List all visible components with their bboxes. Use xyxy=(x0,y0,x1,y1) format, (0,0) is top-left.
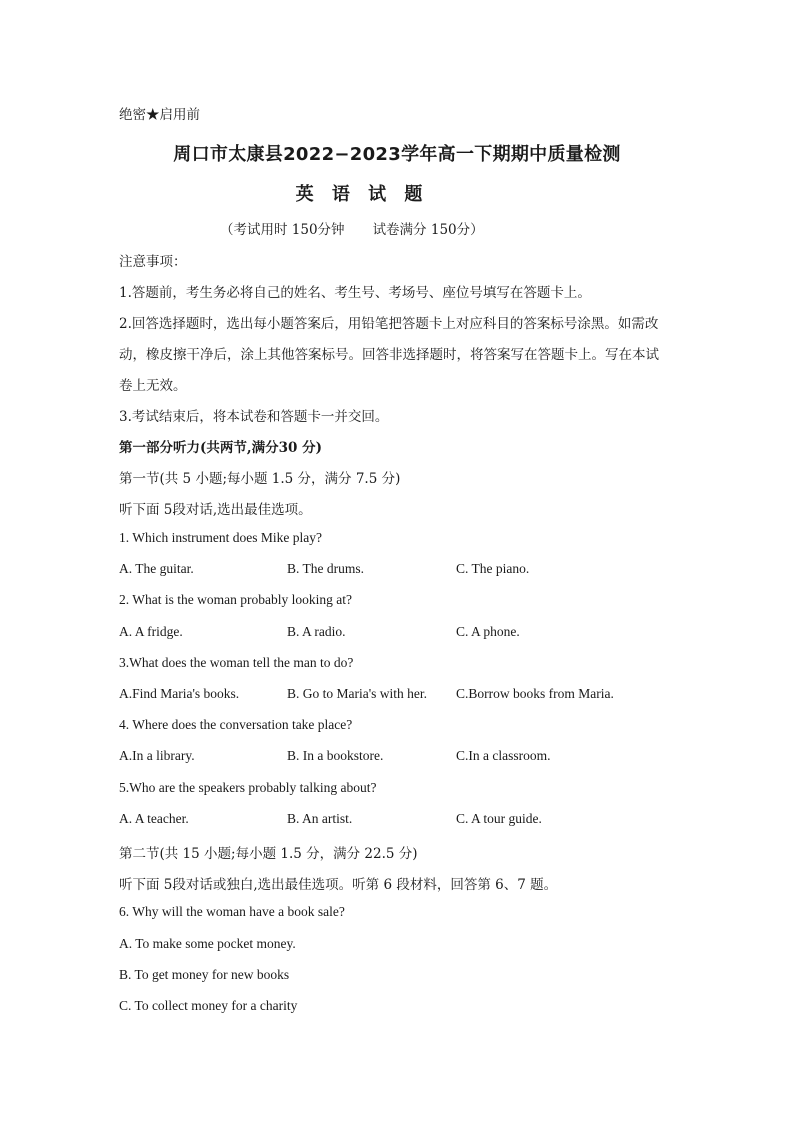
confidential-label: 绝密★启用前 xyxy=(119,107,200,123)
question-4-option-a: A.In a library. xyxy=(119,748,195,763)
question-2-stem: 2. What is the woman probably looking at? xyxy=(119,592,352,607)
full-score: 试卷满分 150分） xyxy=(372,222,484,238)
note-item-1: 1.答题前，考生务必将自己的姓名、考生号、考场号、座位号填写在答题卡上。 xyxy=(119,285,591,301)
note-item-2-line-3: 卷上无效。 xyxy=(119,378,187,394)
question-5-option-c: C. A tour guide. xyxy=(456,811,542,826)
question-2-option-c: C. A phone. xyxy=(456,624,520,639)
question-4-option-c: C.In a classroom. xyxy=(456,748,551,763)
question-5-option-a: A. A teacher. xyxy=(119,811,189,826)
question-6-option-c: C. To collect money for a charity xyxy=(119,998,298,1013)
note-item-2-line-2: 动，橡皮擦干净后，涂上其他答案标号。回答非选择题时，将答案写在答题卡上。写在本试 xyxy=(119,347,659,363)
question-4-option-b: B. In a bookstore. xyxy=(287,748,384,763)
exam-info xyxy=(220,218,484,238)
section2-heading: 第二节(共 15 小题;每小题 1.5 分，满分 22.5 分) xyxy=(119,846,418,862)
part1-heading: 第一部分听力(共两节,满分30 分) xyxy=(119,440,322,456)
exam-time: （考试用时 150分钟 xyxy=(220,222,345,238)
question-6-option-a: A. To make some pocket money. xyxy=(119,936,296,951)
section1-heading: 第一节(共 5 小题;每小题 1.5 分，满分 7.5 分) xyxy=(119,471,401,487)
question-4-stem: 4. Where does the conversation take place? xyxy=(119,717,353,732)
note-item-3: 3.考试结束后，将本试卷和答题卡一并交回。 xyxy=(119,409,389,425)
question-6-stem: 6. Why will the woman have a book sale? xyxy=(119,904,345,919)
question-1-option-c: C. The piano. xyxy=(456,561,530,576)
note-item-2-line-1: 2.回答选择题时，选出每小题答案后，用铅笔把答题卡上对应科目的答案标号涂黑。如需改 xyxy=(119,316,659,332)
question-6-option-b: B. To get money for new books xyxy=(119,967,290,982)
question-3-option-c: C.Borrow books from Maria. xyxy=(456,686,614,701)
question-5-option-b: B. An artist. xyxy=(287,811,353,826)
section2-instruction: 听下面 5段对话或独白,选出最佳选项。听第 6 段材料，回答第 6、7 题。 xyxy=(119,877,558,893)
exam-title: 周口市太康县2022−2023学年高一下期期中质量检测 xyxy=(173,144,621,165)
notes-heading: 注意事项： xyxy=(119,254,187,270)
question-2-option-b: B. A radio. xyxy=(287,624,346,639)
question-1-stem: 1. Which instrument does Mike play? xyxy=(119,530,322,545)
question-3-stem: 3.What does the woman tell the man to do? xyxy=(119,655,354,670)
question-5-stem: 5.Who are the speakers probably talking about? xyxy=(119,780,377,795)
question-2-option-a: A. A fridge. xyxy=(119,624,183,639)
subject-title: 英 语 试 题 xyxy=(295,184,429,205)
question-1-option-a: A. The guitar. xyxy=(119,561,194,576)
question-3-option-b: B. Go to Maria's with her. xyxy=(287,686,428,701)
question-3-option-a: A.Find Maria's books. xyxy=(119,686,240,701)
section1-instruction: 听下面 5段对话,选出最佳选项。 xyxy=(119,502,312,518)
question-1-option-b: B. The drums. xyxy=(287,561,364,576)
